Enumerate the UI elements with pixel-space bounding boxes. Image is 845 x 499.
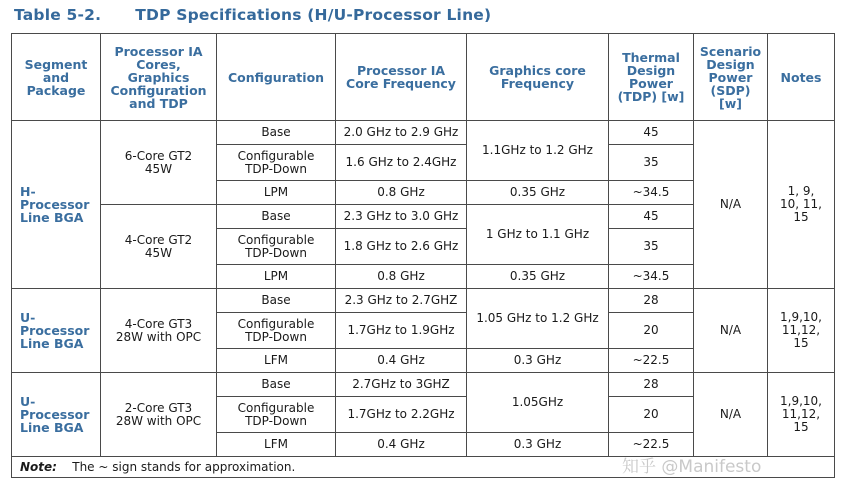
- tdp-cell: 28: [609, 289, 694, 313]
- graphics-frequency-cell: 1.05 GHz to 1.2 GHz: [467, 289, 609, 349]
- graphics-frequency-cell: 1 GHz to 1.1 GHz: [467, 205, 609, 265]
- sdp-cell: N/A: [694, 289, 768, 373]
- tdp-cell: 45: [609, 205, 694, 229]
- cores-cell: 4-Core GT3 28W with OPC: [101, 289, 217, 373]
- tdp-cell: 20: [609, 397, 694, 433]
- header-ia-frequency: Processor IA Core Frequency: [336, 34, 467, 121]
- header-notes: Notes: [768, 34, 835, 121]
- config-cell: LFM: [217, 349, 336, 373]
- header-row: [12, 34, 835, 121]
- watermark: 知乎 @Manifesto: [622, 457, 762, 477]
- tdp-cell: ~34.5: [609, 181, 694, 205]
- table-row: [12, 121, 835, 145]
- ia-frequency-cell: 1.7GHz to 1.9GHz: [336, 313, 467, 349]
- sdp-cell: N/A: [694, 373, 768, 457]
- segment-cell: U- Processor Line BGA: [12, 373, 101, 457]
- config-cell: Configurable TDP-Down: [217, 397, 336, 433]
- header-tdp: Thermal Design Power (TDP) [w]: [609, 34, 694, 121]
- config-cell: Configurable TDP-Down: [217, 313, 336, 349]
- graphics-frequency-cell: 1.05GHz: [467, 373, 609, 433]
- tdp-spec-table: [11, 33, 835, 478]
- config-cell: LPM: [217, 265, 336, 289]
- graphics-frequency-cell: 0.3 GHz: [467, 349, 609, 373]
- segment-cell: U- Processor Line BGA: [12, 289, 101, 373]
- ia-frequency-cell: 0.8 GHz: [336, 265, 467, 289]
- tdp-cell: 35: [609, 145, 694, 181]
- tdp-cell: 45: [609, 121, 694, 145]
- ia-frequency-cell: 2.3 GHz to 3.0 GHz: [336, 205, 467, 229]
- cores-cell: 4-Core GT2 45W: [101, 205, 217, 289]
- ia-frequency-cell: 0.4 GHz: [336, 349, 467, 373]
- table-title: TDP Specifications (H/U-Processor Line): [135, 6, 492, 24]
- header-configuration: Configuration: [217, 34, 336, 121]
- cores-cell: 2-Core GT3 28W with OPC: [101, 373, 217, 457]
- table-row: [12, 289, 835, 313]
- table-number: Table 5-2.: [14, 6, 102, 24]
- ia-frequency-cell: 1.6 GHz to 2.4GHz: [336, 145, 467, 181]
- config-cell: Base: [217, 205, 336, 229]
- ia-frequency-cell: 0.8 GHz: [336, 181, 467, 205]
- tdp-cell: ~22.5: [609, 349, 694, 373]
- ia-frequency-cell: 2.3 GHz to 2.7GHZ: [336, 289, 467, 313]
- segment-cell: H- Processor Line BGA: [12, 121, 101, 289]
- tdp-cell: ~22.5: [609, 433, 694, 457]
- notes-cell: 1, 9, 10, 11, 15: [768, 121, 835, 289]
- sdp-cell: N/A: [694, 121, 768, 289]
- config-cell: Base: [217, 373, 336, 397]
- graphics-frequency-cell: 0.35 GHz: [467, 265, 609, 289]
- notes-cell: 1,9,10, 11,12, 15: [768, 373, 835, 457]
- cores-cell: 6-Core GT2 45W: [101, 121, 217, 205]
- config-cell: LPM: [217, 181, 336, 205]
- ia-frequency-cell: 1.7GHz to 2.2GHz: [336, 397, 467, 433]
- header-graphics-frequency: Graphics core Frequency: [467, 34, 609, 121]
- ia-frequency-cell: 2.0 GHz to 2.9 GHz: [336, 121, 467, 145]
- header-sdp: Scenario Design Power (SDP) [w]: [694, 34, 768, 121]
- note-label: Note:: [20, 459, 57, 474]
- table-caption: [14, 6, 491, 24]
- graphics-frequency-cell: 0.3 GHz: [467, 433, 609, 457]
- note-text: The ~ sign stands for approximation.: [72, 459, 296, 474]
- tdp-cell: 20: [609, 313, 694, 349]
- tdp-cell: ~34.5: [609, 265, 694, 289]
- table-row: [12, 373, 835, 397]
- ia-frequency-cell: 0.4 GHz: [336, 433, 467, 457]
- ia-frequency-cell: 2.7GHz to 3GHZ: [336, 373, 467, 397]
- header-segment: Segment and Package: [12, 34, 101, 121]
- tdp-cell: 28: [609, 373, 694, 397]
- config-cell: Configurable TDP-Down: [217, 145, 336, 181]
- tdp-cell: 35: [609, 229, 694, 265]
- config-cell: LFM: [217, 433, 336, 457]
- header-cores: Processor IA Cores, Graphics Configuration and TDP: [101, 34, 217, 121]
- config-cell: Configurable TDP-Down: [217, 229, 336, 265]
- config-cell: Base: [217, 121, 336, 145]
- ia-frequency-cell: 1.8 GHz to 2.6 GHz: [336, 229, 467, 265]
- config-cell: Base: [217, 289, 336, 313]
- graphics-frequency-cell: 0.35 GHz: [467, 181, 609, 205]
- graphics-frequency-cell: 1.1GHz to 1.2 GHz: [467, 121, 609, 181]
- notes-cell: 1,9,10, 11,12, 15: [768, 289, 835, 373]
